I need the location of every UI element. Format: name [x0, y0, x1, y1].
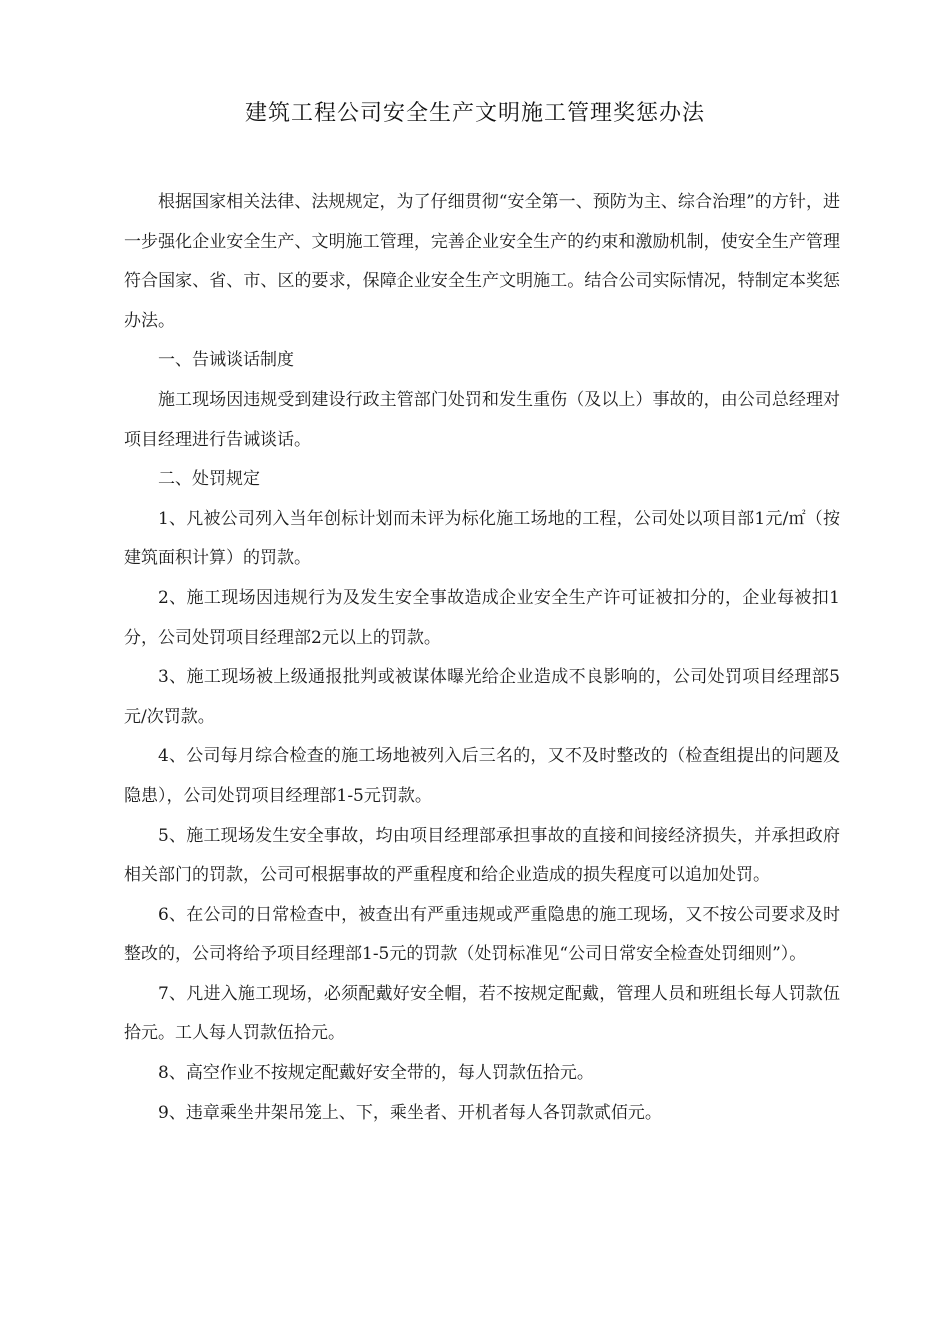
penalty-item-6: 6、在公司的日常检查中，被查出有严重违规或严重隐患的施工现场，又不按公司要求及时整改的，公司将给予项目经理部1-5元的罚款（处罚标准见“公司日常安全检查处罚细则”）。: [124, 904, 840, 965]
penalty-item-3: 3、施工现场被上级通报批判或被谋体曝光给企业造成不良影响的，公司处罚项目经理部5元/次罚款。: [124, 667, 840, 727]
document-body: [124, 183, 840, 1133]
penalty-item-7: 7、凡进入施工现场，必须配戴好安全帽，若不按规定配戴，管理人员和班组长每人罚款伍拾元。工人每人罚款伍拾元。: [124, 983, 840, 1044]
penalty-item-9: 9、违章乘坐井架吊笼上、下，乘坐者、开机者每人各罚款贰佰元。: [158, 1102, 662, 1123]
penalty-item-1: 1、凡被公司列入当年创标计划而未评为标化施工场地的工程，公司处以项目部1元/㎡（按建筑面积计算）的罚款。: [124, 508, 840, 569]
penalty-item-8: 8、高空作业不按规定配戴好安全带的，每人罚款伍拾元。: [158, 1063, 594, 1084]
penalty-item-5: 5、施工现场发生安全事故，均由项目经理部承担事故的直接和间接经济损失，并承担政府相关部门的罚款，公司可根据事故的严重程度和给企业造成的损失程度可以追加处罚。: [124, 825, 840, 886]
document-title: 建筑工程公司安全生产文明施工管理奖惩办法: [244, 101, 705, 126]
penalty-item-2: 2、施工现场因违规行为及发生安全事故造成企业安全生产许可证被扣分的，企业每被扣1分，公司处罚项目经理部2元以上的罚款。: [124, 587, 840, 648]
paragraph-intro: 根据国家相关法律、法规规定，为了仔细贯彻“安全第一、预防为主、综合治理”的方针，进一步强化企业安全生产、文明施工管理，完善企业安全生产的约束和激励机制，使安全生产管理符合国家、省、市、区的要求，保障企业安全生产文明施工。结合公司实际情况，特制定本奖惩办法。: [124, 192, 840, 331]
section-heading-penalties: 二、处罚规定: [158, 469, 260, 490]
section-heading-warning-talk: 一、告诫谈话制度: [158, 350, 294, 371]
paragraph-warning-talk: 施工现场因违规受到建设行政主管部门处罚和发生重伤（及以上）事故的，由公司总经理对项目经理进行告诫谈话。: [124, 389, 840, 450]
penalty-item-4: 4、公司每月综合检查的施工场地被列入后三名的，又不及时整改的（检查组提出的问题及隐患），公司处罚项目经理部1-5元罚款。: [124, 746, 840, 806]
